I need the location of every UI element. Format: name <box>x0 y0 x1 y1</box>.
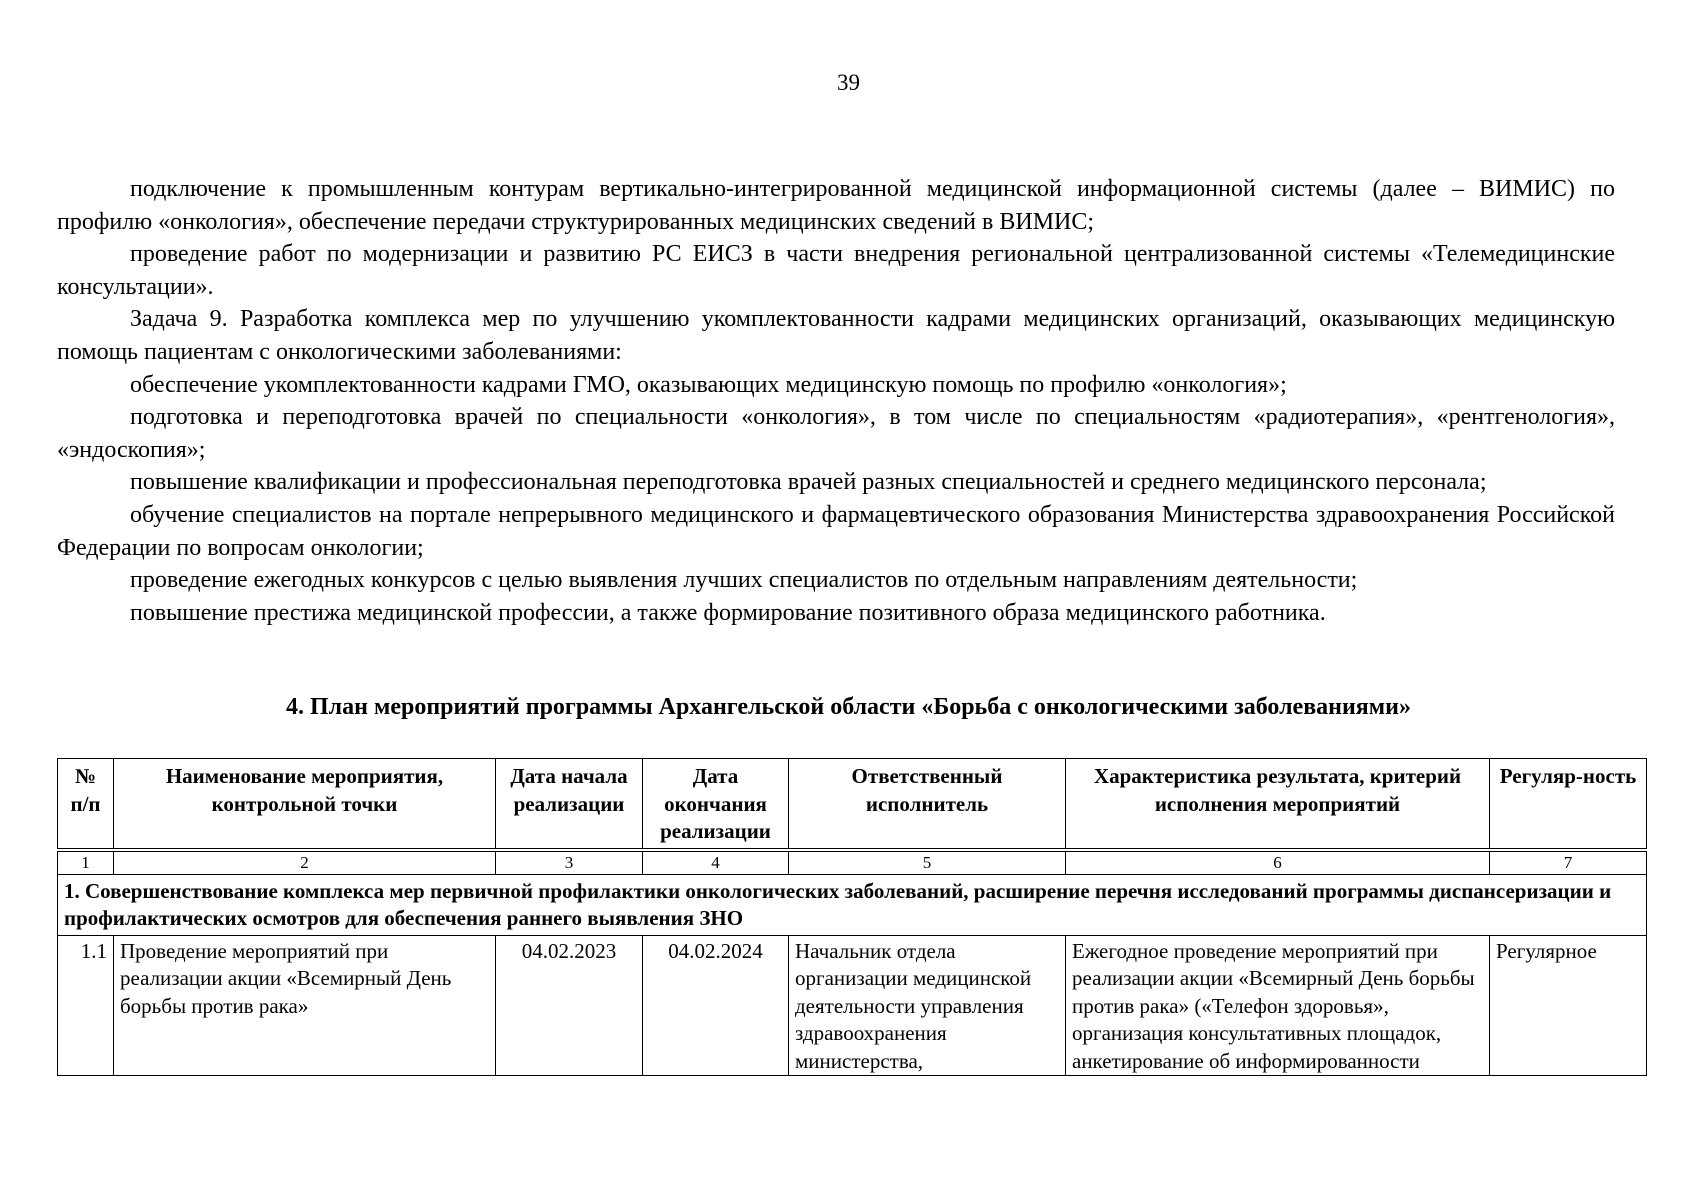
paragraph-staffing: обеспечение укомплектованности кадрами ГМО, оказывающих медицинскую помощь по профилю «онкология»; <box>130 371 1287 398</box>
header-name: Наименование мероприятия, контрольной точки <box>114 759 496 850</box>
table-section-title: 1. Совершенствование комплекса мер первичной профилактики онкологических заболеваний, расширение перечня исследований программы диспансеризации и профилактических осмотров для обеспечения раннего выявления ЗНО <box>58 874 1647 935</box>
column-number: 1 <box>58 850 114 875</box>
row-responsible: Начальник отдела организации медицинской деятельности управления здравоохранения министерства, <box>789 935 1066 1076</box>
header-result: Характеристика результата, критерий исполнения мероприятий <box>1066 759 1490 850</box>
row-start-date: 04.02.2023 <box>496 935 643 1076</box>
row-name: Проведение мероприятий при реализации акции «Всемирный День борьбы против рака» <box>114 935 496 1076</box>
row-regularity: Регулярное <box>1490 935 1647 1076</box>
column-number: 5 <box>789 850 1066 875</box>
table-row <box>58 935 1647 1076</box>
header-number: № п/п <box>58 759 114 850</box>
paragraph-portal-education: обучение специалистов на портале непрерывного медицинского и фармацевтического образования Министерства здравоохранения Российской Федерации по вопросам онкологии; <box>57 501 1615 561</box>
column-number: 4 <box>643 850 789 875</box>
row-number: 1.1 <box>58 935 114 1076</box>
table-section-row <box>58 874 1647 935</box>
table-header-row <box>58 759 1647 850</box>
paragraph-training: подготовка и переподготовка врачей по специальности «онкология», в том числе по специальностям «радиотерапия», «рентгенология», «эндоскопия»; <box>57 404 1615 463</box>
paragraph-task-9: Задача 9. Разработка комплекса мер по улучшению укомплектованности кадрами медицинских организаций, оказывающих медицинскую помощь пациентам с онкологическими заболеваниями: <box>57 306 1615 365</box>
header-end-date: Дата окончания реализации <box>643 759 789 850</box>
row-result: Ежегодное проведение мероприятий при реализации акции «Всемирный День борьбы против рака» («Телефон здоровья», организация консультативных площадок, анкетирование об информированности <box>1066 935 1490 1076</box>
header-responsible: Ответственный исполнитель <box>789 759 1066 850</box>
header-start-date: Дата начала реализации <box>496 759 643 850</box>
paragraph-telemedicine: проведение работ по модернизации и развитию РС ЕИСЗ в части внедрения региональной централизованной системы «Телемедицинские консультации». <box>57 241 1615 300</box>
column-number-row <box>58 850 1647 875</box>
header-regularity: Регуляр-ность <box>1490 759 1647 850</box>
column-number: 6 <box>1066 850 1490 875</box>
column-number: 2 <box>114 850 496 875</box>
paragraph-qualification: повышение квалификации и профессиональная переподготовка врачей разных специальностей и среднего медицинского персонала; <box>130 469 1487 496</box>
page-number: 39 <box>837 70 860 95</box>
column-number: 3 <box>496 850 643 875</box>
paragraph-vimis: подключение к промышленным контурам вертикально-интегрированной медицинской информационной системы (далее – ВИМИС) по профилю «онкология», обеспечение передачи структурированных медицинских сведений в ВИМИС; <box>57 176 1615 235</box>
section-heading: 4. План мероприятий программы Архангельской области «Борьба с онкологическими заболеваниями» <box>286 694 1411 720</box>
action-plan-table <box>57 758 1647 1076</box>
body-text <box>57 173 1615 629</box>
column-number: 7 <box>1490 850 1647 875</box>
row-end-date: 04.02.2024 <box>643 935 789 1076</box>
paragraph-prestige: повышение престижа медицинской профессии, а также формирование позитивного образа медицинского работника. <box>130 599 1326 626</box>
paragraph-contests: проведение ежегодных конкурсов с целью выявления лучших специалистов по отдельным направлениям деятельности; <box>130 567 1358 594</box>
